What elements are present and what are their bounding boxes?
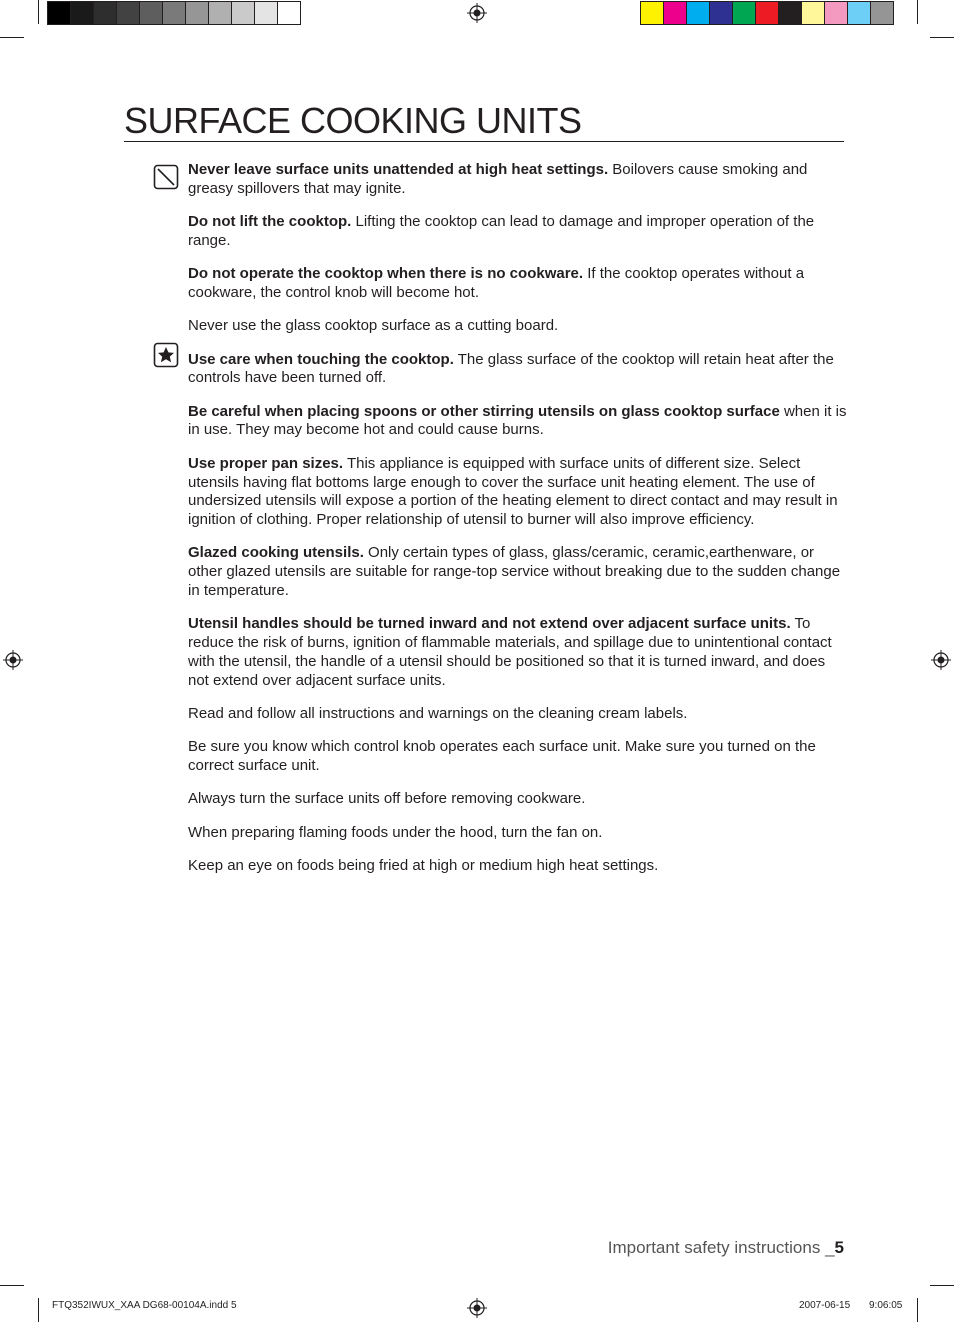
registration-mark-icon [467,1298,487,1318]
caution-item-text: when it is in use. They may become hot and could cause burns. [188,402,847,439]
color-swatch [640,1,664,25]
color-swatch [185,1,209,25]
warning-item [188,161,848,199]
color-swatch [801,1,825,25]
color-swatch [755,1,779,25]
crop-mark [930,1285,954,1286]
page-footer [608,1238,844,1258]
color-swatch [208,1,232,25]
color-swatch [732,1,756,25]
caution-item [188,824,848,843]
color-swatch [47,1,71,25]
caution-item [188,544,848,600]
warning-item-text: If the cooktop operates without a cookware, the control knob will become hot. [188,265,805,301]
caution-item-text: Always turn the surface units off before removing cookware. [188,790,586,808]
caution-item-text: To reduce the risk of burns, ignition of flammable materials, and spillage due to unintentional contact with the utensil, the handle of a utensil should be positioned so that it is turned inward, and does not extend over adjacent surface units. [188,615,832,689]
color-swatch [847,1,871,25]
color-swatch [139,1,163,25]
crop-mark [917,1298,918,1322]
crop-mark [930,37,954,38]
warning-item [188,213,848,251]
caution-item [188,790,848,809]
caution-item-heading: Be careful when placing spoons or other stirring utensils on glass cooktop surface [188,402,780,420]
page-title: SURFACE COOKING UNITS [124,101,844,142]
color-swatch [686,1,710,25]
color-swatch [824,1,848,25]
caution-item-heading: Glazed cooking utensils. [188,544,364,562]
warning-item-heading: Do not operate the cooktop when there is no cookware. [188,265,584,283]
caution-item-text: This appliance is equipped with surface units of different size. Select utensils having flat bottoms large enough to cover the surface unit heating element. The use of undersized utensils will expose a portion of the heating element to direct contact and may result in ignition of clothing. Proper relationship of utensil to burner will also improve efficiency. [188,454,838,529]
crop-mark [0,1285,24,1286]
crop-mark [0,37,24,38]
color-swatch [254,1,278,25]
color-swatch [663,1,687,25]
caution-item [188,738,848,776]
warning-item-heading: Do not lift the cooktop. [188,213,352,231]
slug-time: 9:06:05 [869,1300,903,1311]
warning-item-heading: Never leave surface units unattended at high heat settings. [188,161,609,178]
caution-item-heading: Use care when touching the cooktop. [188,350,454,368]
color-swatch [870,1,894,25]
registration-mark-icon [467,3,487,23]
caution-item-heading: Utensil handles should be turned inward and not extend over adjacent surface units. [188,615,791,633]
caution-item [188,857,848,876]
crop-mark [917,0,918,24]
color-swatch [116,1,140,25]
warning-item-text: Lifting the cooktop can lead to damage and improper operation of the range. [188,213,815,249]
caution-item [188,705,848,724]
caution-item-heading: Use proper pan sizes. [188,454,344,472]
caution-item [188,615,848,690]
caution-item-text: Only certain types of glass, glass/ceramic, ceramic,earthenware, or other glazed utensils are suitable for range-top service without breaking due to the sudden change in temperature. [188,544,841,600]
warning-item [188,265,848,303]
warning-item-text: Boilovers cause smoking and greasy spillovers that may ignite. [188,161,808,197]
caution-item-text: The glass surface of the cooktop will retain heat after the controls have been turned off. [188,350,834,387]
crop-mark [38,1298,39,1322]
color-swatch [277,1,301,25]
caution-item-text: Keep an eye on foods being fried at high or medium high heat settings. [188,857,659,875]
slug-date: 2007-06-15 [799,1300,851,1311]
warning-item [188,317,848,336]
star-caution-icon [153,342,179,368]
footer-section-label: Important safety instructions _ [607,1238,835,1257]
color-swatch [709,1,733,25]
registration-mark-icon [931,650,951,670]
caution-item [188,455,848,530]
caution-item-text: When preparing flaming foods under the hood, turn the fan on. [188,823,603,841]
registration-mark-icon [3,650,23,670]
page-number: 5 [834,1238,844,1257]
warning-item-text: Never use the glass cooktop surface as a cutting board. [188,317,559,335]
prohibited-icon [153,164,179,190]
file-slug: FTQ352IWUX_XAA DG68-00104A.indd 5 [52,1300,237,1311]
color-swatch [231,1,255,25]
color-swatch [162,1,186,25]
color-swatch [778,1,802,25]
process-color-bar [640,1,893,25]
safety-instructions [188,161,848,890]
caution-item [188,351,848,389]
color-swatch [70,1,94,25]
caution-item-text: Read and follow all instructions and warnings on the cleaning cream labels. [188,705,688,723]
grayscale-color-bar [47,1,300,25]
color-swatch [93,1,117,25]
caution-item [188,403,848,441]
caution-item-text: Be sure you know which control knob operates each surface unit. Make sure you turned on the correct surface unit. [188,738,816,775]
crop-mark [38,0,39,24]
